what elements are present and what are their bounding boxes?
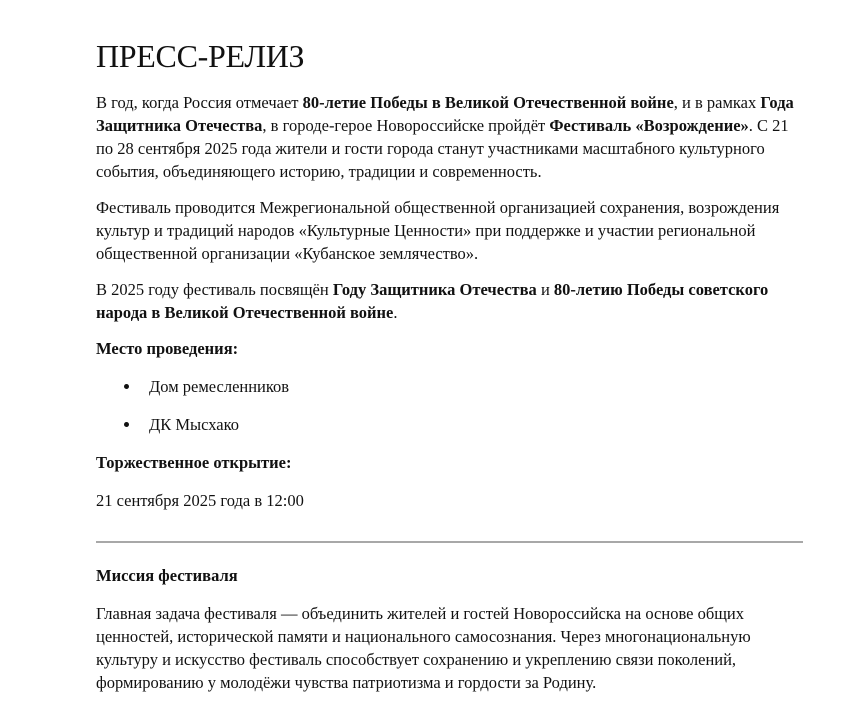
dedication-paragraph [96, 278, 803, 324]
intro-text-4: . С 21 по 28 сентября 2025 года жители и гости города станут участниками масштабного культурного события, объединяющего историю, традиции и современность. [96, 116, 789, 181]
venue-label: Место проведения: [96, 339, 239, 358]
list-item: Дом ремесленников [96, 375, 803, 398]
list-item: ДК Мысхако [96, 413, 803, 436]
dedication-bold-year: Году Защитника Отечества [332, 280, 537, 299]
intro-bold-festival: Фестиваль «Возрождение» [549, 116, 749, 135]
intro-text-3: , в городе-герое Новороссийске пройдёт [262, 116, 550, 135]
opening-date: 21 сентября 2025 года в 12:00 [96, 491, 304, 510]
dedication-text-1: В 2025 году фестиваль посвящён [96, 280, 333, 299]
intro-bold-year: Года Защитника Отечества [96, 93, 794, 135]
venue-list [96, 375, 803, 436]
press-release-document [96, 38, 803, 707]
intro-paragraph [96, 91, 803, 183]
organizer-paragraph: Фестиваль проводится Межрегиональной общественной организацией сохранения, возрождения культур и традиций народов «Культурные Ценности» при поддержке и участии региональной общественной организации «Кубанское землячество». [96, 198, 780, 263]
opening-label: Торжественное открытие: [96, 453, 292, 472]
dedication-bold-victory: 80-летию Победы советского народа в Великой Отечественной войне [96, 280, 769, 322]
intro-text-1: В год, когда Россия отмечает [96, 93, 303, 112]
dedication-text-2: и [536, 280, 554, 299]
intro-bold-victory: 80-летие Победы в Великой Отечественной войне [302, 93, 674, 112]
page-title: ПРЕСС-РЕЛИЗ [96, 38, 305, 74]
intro-text-2: , и в рамках [673, 93, 761, 112]
mission-title: Миссия фестиваля [96, 566, 238, 585]
dedication-text-3: . [393, 303, 398, 322]
section-divider [96, 541, 803, 543]
mission-paragraph: Главная задача фестиваля — объединить жителей и гостей Новороссийска на основе общих ценностей, исторической памяти и национального самосознания. Через многонациональную культуру и искусство фестиваль способствует сохранению и укреплению связи поколений, формированию у молодёжи чувства патриотизма и гордости за Родину. [96, 604, 751, 692]
